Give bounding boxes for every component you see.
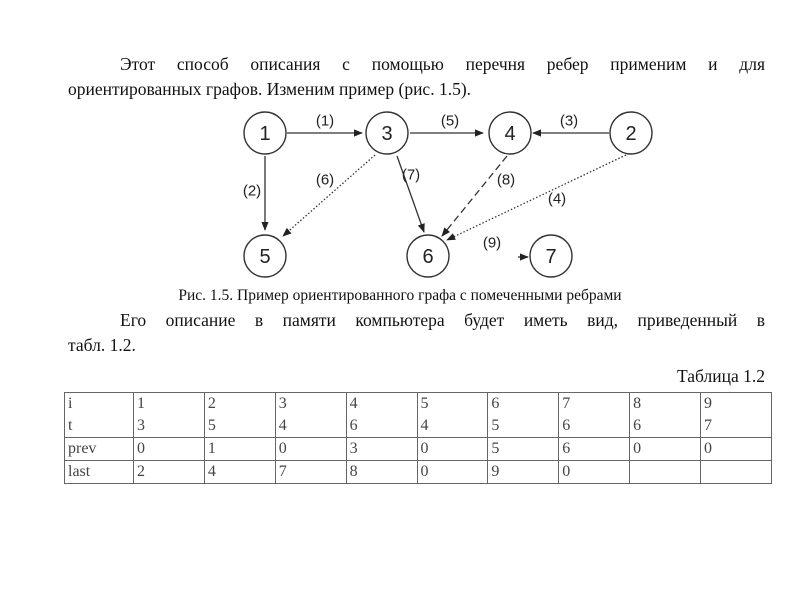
cell-value: 6	[633, 417, 642, 434]
cell-value: 5	[207, 417, 216, 434]
table-cell	[275, 461, 346, 484]
table-cell	[488, 393, 559, 438]
table-cell	[488, 438, 559, 461]
description-line-1: Его описание в памяти компьютера будет иметь вид, приведенный в	[120, 310, 765, 330]
table-cell	[488, 461, 559, 484]
cell-value: 3	[349, 440, 358, 457]
cell-value: 1	[207, 440, 216, 457]
cell-value: 4	[349, 395, 358, 412]
cell-value: 0	[562, 463, 571, 480]
cell-value: 3	[137, 417, 145, 434]
cell-value: 0	[420, 463, 429, 480]
table-row	[65, 461, 772, 484]
table-cell	[701, 393, 772, 438]
cell-value: 6	[349, 417, 358, 434]
table-cell	[204, 461, 275, 484]
table-title: Таблица 1.2	[677, 366, 765, 386]
cell-value: 4	[207, 463, 216, 480]
cell-value: 0	[278, 440, 287, 457]
intro-line-2: ориентированных графов. Изменим пример (рис. 1.5).	[68, 79, 472, 99]
node-3-label: 3	[381, 123, 393, 145]
cell-value: 9	[704, 395, 712, 412]
table-cell	[346, 438, 417, 461]
cell-value: 7	[562, 395, 571, 412]
row-header-label: last	[68, 463, 91, 480]
graph-figure	[0, 0, 800, 290]
cell-value: 4	[420, 417, 429, 434]
table-cell	[701, 438, 772, 461]
edge-label-4: (4)	[547, 190, 567, 208]
cell-value: 0	[137, 440, 145, 457]
cell-value: 0	[420, 440, 429, 457]
node-2-label: 2	[625, 123, 637, 145]
cell-value: 7	[278, 463, 287, 480]
cell-value: 4	[278, 417, 287, 434]
row-header-label: prev	[68, 440, 97, 457]
table-cell	[417, 438, 488, 461]
edge-list-table	[64, 392, 772, 484]
table-cell	[701, 461, 772, 484]
table-cell	[346, 393, 417, 438]
table-cell	[134, 393, 205, 438]
node-6-label: 6	[422, 246, 434, 268]
table-cell	[417, 393, 488, 438]
node-1-label: 1	[259, 123, 271, 145]
table-cell	[134, 461, 205, 484]
cell-value: 8	[633, 395, 642, 412]
cell-value: 5	[420, 395, 429, 412]
node-4-label: 4	[504, 123, 516, 145]
cell-value: 1	[137, 395, 145, 412]
table-cell	[630, 461, 701, 484]
edge-3-5	[283, 155, 375, 236]
table-cell	[559, 461, 630, 484]
table-cell	[559, 438, 630, 461]
row-header	[65, 393, 134, 438]
table-row	[65, 438, 772, 461]
edge-label-3: (3)	[559, 112, 579, 130]
cell-value: 6	[562, 440, 571, 457]
table-cell	[417, 461, 488, 484]
edge-label-7: (7)	[401, 166, 421, 184]
row-header-label: t	[68, 417, 73, 434]
edge-label-8: (8)	[496, 171, 516, 189]
cell-value: 0	[633, 440, 642, 457]
cell-value: 2	[137, 463, 145, 480]
table-cell	[630, 438, 701, 461]
edge-2-6	[447, 155, 626, 240]
cell-value: 0	[704, 440, 712, 457]
edge-label-5: (5)	[440, 112, 460, 130]
edge-label-2: (2)	[242, 182, 262, 200]
cell-value: 6	[562, 417, 571, 434]
table-cell	[134, 438, 205, 461]
cell-value: 9	[491, 463, 500, 480]
table-cell	[275, 393, 346, 438]
node-5-label: 5	[259, 246, 271, 268]
table-cell	[630, 393, 701, 438]
edge-label-1: (1)	[315, 112, 335, 130]
cell-value: 2	[207, 395, 216, 412]
cell-value: 5	[491, 417, 500, 434]
table-row	[65, 393, 772, 438]
row-header	[65, 461, 134, 484]
description-line-2: табл. 1.2.	[68, 335, 136, 355]
table-cell	[346, 461, 417, 484]
cell-value: 7	[704, 417, 712, 434]
row-header-label: i	[68, 395, 73, 412]
node-7-label: 7	[545, 246, 557, 268]
intro-line-1: Этот способ описания с помощью перечня ребер применим и для	[120, 54, 765, 74]
table-cell	[204, 438, 275, 461]
cell-value: 6	[491, 395, 500, 412]
cell-value: 5	[491, 440, 500, 457]
cell-value: 8	[349, 463, 358, 480]
figure-caption: Рис. 1.5. Пример ориентированного графа с помеченными ребрами	[178, 287, 622, 304]
table-cell	[204, 393, 275, 438]
edge-label-6: (6)	[315, 171, 335, 189]
edge-4-6	[442, 156, 507, 236]
description-paragraph	[68, 308, 765, 358]
cell-value: 3	[278, 395, 287, 412]
edge-label-9: (9)	[482, 234, 502, 252]
table-cell	[275, 438, 346, 461]
table-cell	[559, 393, 630, 438]
row-header	[65, 438, 134, 461]
